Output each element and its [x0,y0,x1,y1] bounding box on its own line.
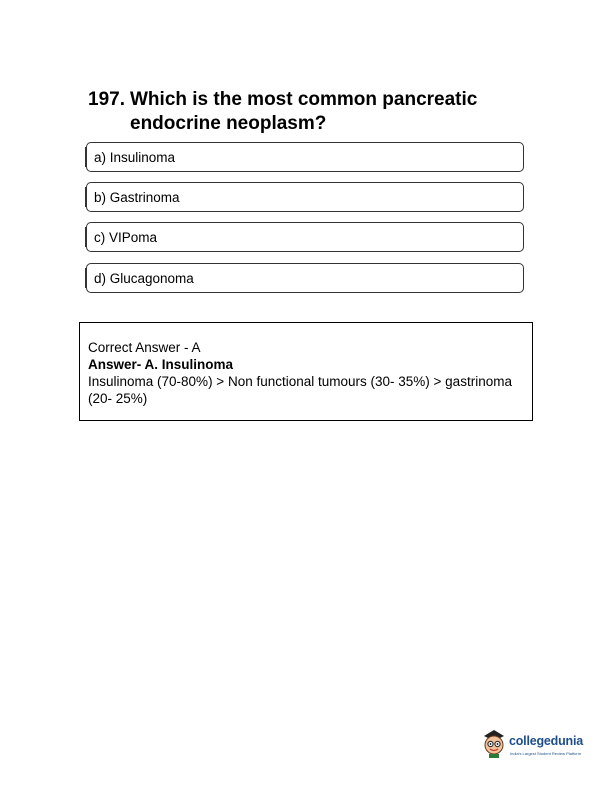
answer-box [79,322,533,421]
logo-tagline: India's Largest Student Review Platform [510,751,582,756]
option-a[interactable]: a) Insulinoma [86,142,524,172]
logo-name: collegedunia [509,734,584,748]
mascot-icon [480,728,508,758]
collegedunia-logo [480,728,590,762]
answer-explanation: Insulinoma (70-80%) > Non functional tumours (30- 35%) > gastrinoma (20- 25%) [88,374,512,406]
question-text: Which is the most common pancreatic endocrine neoplasm? [130,89,478,134]
option-c[interactable]: c) VIPoma [86,222,524,252]
correct-answer-line: Correct Answer - A [88,340,201,355]
answer-title: Answer- A. Insulinoma [88,357,234,372]
option-d[interactable]: d) Glucagonoma [86,263,524,293]
option-b[interactable]: b) Gastrinoma [86,182,524,212]
question-number: 197. [88,89,125,110]
